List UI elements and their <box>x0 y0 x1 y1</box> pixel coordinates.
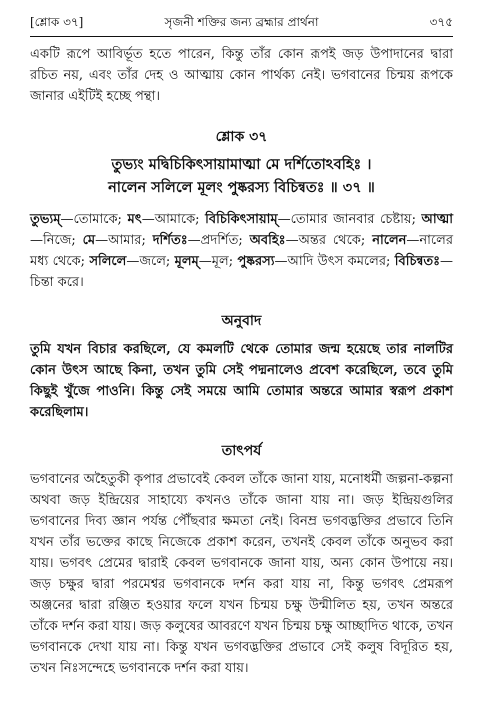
header-rule <box>30 36 453 37</box>
verse-title: শ্লোক ৩৭ <box>215 129 268 145</box>
translation-title: অনুবাদ <box>221 313 262 329</box>
synonym-term: মূলম্ <box>174 254 199 269</box>
verse-reference: [শ্লোক ৩৭] <box>30 15 84 29</box>
synonym-meaning: তোমার জানবার চেষ্টায় <box>290 212 412 227</box>
synonyms-paragraph: তুভ্যম্—তোমাকে; মৎ—আমাকে; বিচিকিৎসায়াম্—তোমার জানবার চেষ্টায়; আত্মা—নিজে; মে—আমার; দর্শিতঃ—প্রদর্শিত; অবহিঃ—অন্তর থেকে; নালেন—নালের মধ্য থেকে; সলিলে—জলে; মূলম্—মূল; পুষ্করস্য—আদি উৎস কমলের; বিচিন্বতঃ—চিন্তা করে। <box>30 212 454 290</box>
synonym-term: বিচিন্বতঃ <box>394 254 441 269</box>
verse-line-1: তুভ্যং মদ্বিচিকিৎসায়ামাত্মা মে দর্শিতোঽবহিঃ । <box>111 156 372 173</box>
synonym-meaning: নিজে <box>43 233 72 248</box>
chapter-title: সৃজনী শক্তির জন্য ব্রহ্মার প্রার্থনা <box>164 15 319 29</box>
synonym-meaning: অন্তর থেকে <box>298 233 361 248</box>
verse-text <box>30 153 453 199</box>
synonym-meaning: চিন্তা করে <box>30 275 80 290</box>
synonym-meaning: আমার <box>108 233 142 248</box>
page-content <box>30 44 453 679</box>
synonym-meaning: প্রদর্শিত <box>200 233 239 248</box>
intro-paragraph: একটি রূপে আবির্ভূত হতে পারেন, কিন্তু তাঁর কোন রূপই জড় উপাদানের দ্বারা রচিত নয়, এবং তাঁর দেহ ও আত্মায় কোন পার্থক্য নেই। ভগবানের চিন্ময় রূপকে জানার এইটিই হচ্ছে পন্থা। <box>30 47 453 104</box>
synonym-meaning: আমাকে <box>154 212 196 227</box>
synonym-term: অবহিঃ <box>249 233 286 248</box>
synonym-meaning: জলে <box>139 254 166 269</box>
purport-title: তাৎপর্য <box>221 443 262 459</box>
translation-text: তুমি যখন বিচার করছিলে, যে কমলটি থেকে তোমার জন্ম হয়েছে তার নালটির কোন উৎস আছে কিনা, তখন তুমি সেই পদ্মনালেও প্রবেশ করেছিলে, তবে তুমি কিছুই খুঁজে পাওনি। কিন্তু সেই সময়ে আমি তোমার অন্তরে আমার স্বরূপ প্রকাশ করেছিলাম। <box>30 342 453 420</box>
synonym-term: মে <box>82 233 96 248</box>
synonym-term: নালেন <box>372 233 407 248</box>
page-number: ৩৭৫ <box>429 15 453 29</box>
synonym-term: দর্শিতঃ <box>152 233 188 248</box>
synonym-term: পুষ্করস্য <box>237 254 275 269</box>
synonym-meaning: তোমাকে <box>73 212 118 227</box>
synonym-meaning: আদি উৎস কমলের <box>287 254 386 269</box>
synonym-term: মৎ <box>127 212 142 227</box>
purport-text: ভগবানের অহৈতুকী কৃপার প্রভাবেই কেবল তাঁকে জানা যায়, মনোধর্মী জল্পনা-কল্পনা অথবা জড় ইন্দ্রিয়ের সাহায্যে কখনও তাঁকে জানা যায় না। জড় ইন্দ্রিয়গুলির ভগবানের দিব্য জ্ঞান পর্যন্ত পৌঁছবার ক্ষমতা নেই। বিনম্র ভগবদ্ভক্তির প্রভাবে তিনি যখন তাঁর ভক্তের কাছে নিজেকে প্রকাশ করেন, তখনই কেবল তাঁকে অনুভব করা যায়। ভগবৎ প্রেমের দ্বারাই কেবল ভগবানকে জানা যায়, অন্য কোন উপায়ে নয়। জড় চক্ষুর দ্বারা পরমেশ্বর ভগবানকে দর্শন করা যায় না, কিন্তু ভগবৎ প্রেমরূপ অঞ্জনের দ্বারা রঞ্জিত হওয়ার ফলে যখন চিন্ময় চক্ষু উন্মীলিত হয়, তখন অন্তরে তাঁকে দর্শন করা যায়। জড় কলুষের আবরণে যখন চিন্ময় চক্ষু আচ্ছাদিত থাকে, তখন ভগবানকে দেখা যায় না। কিন্তু যখন ভগবদ্ভক্তির প্রভাবে সেই কলুষ বিদূরিত হয়, তখন নিঃসন্দেহে ভগবানকে দর্শন করা যায়। <box>30 472 453 676</box>
synonym-meaning: মূল <box>211 254 229 269</box>
synonym-meaning: নালের মধ্য থেকে <box>30 233 453 269</box>
page-header <box>30 14 453 32</box>
synonym-term: বিচিকিৎসায়াম্ <box>205 212 278 227</box>
synonym-term: তুভ্যম্ <box>30 212 61 227</box>
synonym-term: আত্মা <box>421 212 453 227</box>
synonym-term: সলিলে <box>89 254 127 269</box>
verse-line-2: নালেন সলিলে মূলং পুষ্করস্য বিচিন্বতঃ ॥ ৩৭ ॥ <box>108 179 375 196</box>
